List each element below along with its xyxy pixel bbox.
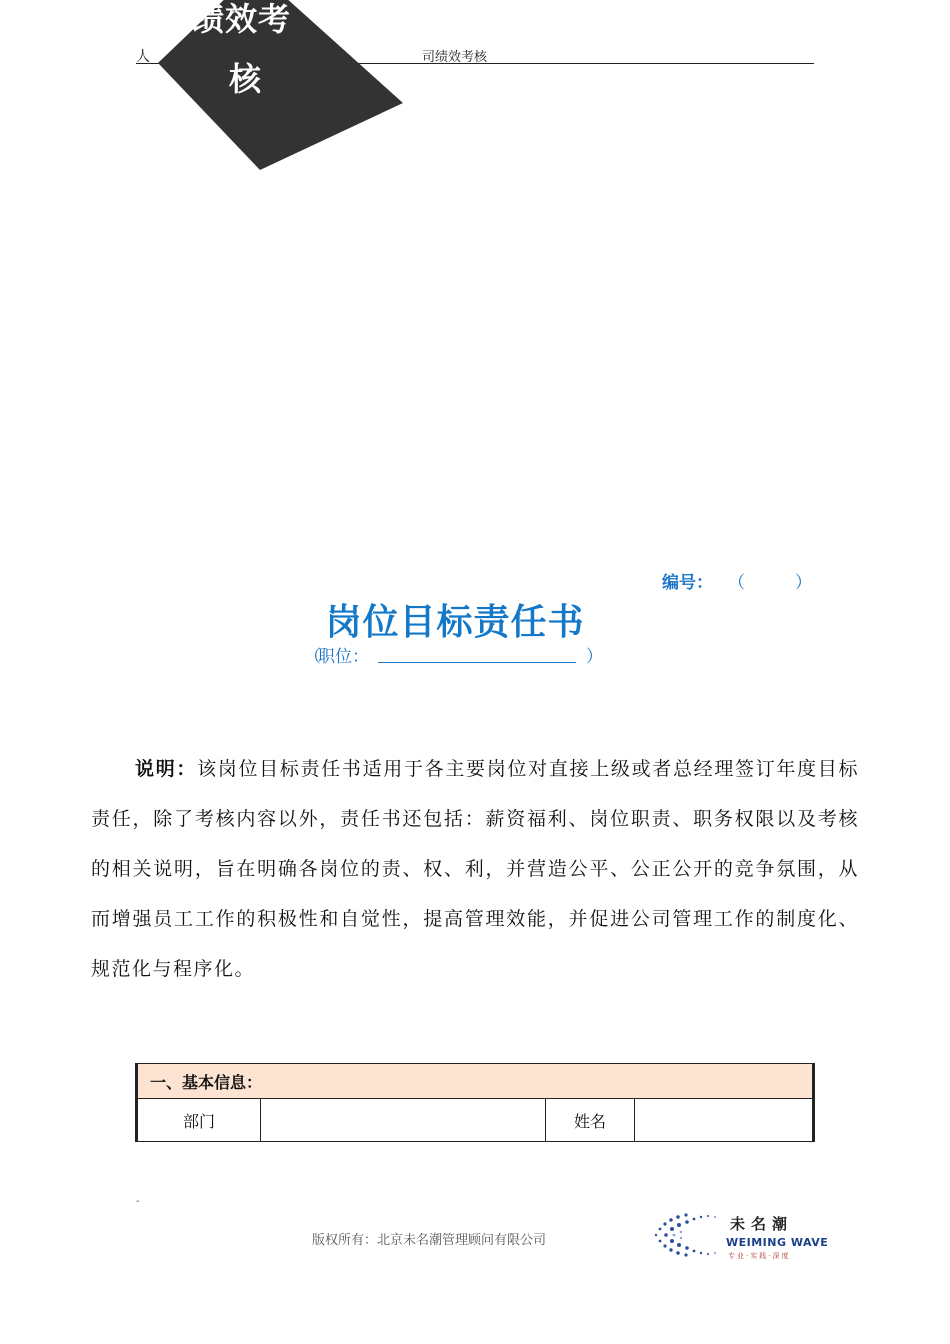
document-number-open-paren: （ [728,573,745,593]
position-open-paren: （ [304,647,321,667]
header-text-right: 司绩效考核 [422,50,488,65]
explanation-label: 说明： [135,758,198,780]
name-value-cell[interactable] [635,1099,814,1142]
badge-title-line2: 核 [229,60,263,98]
name-label: 姓名 [546,1099,635,1142]
footer-copyright: 版权所有：北京未名潮管理顾问有限公司 [312,1233,547,1248]
department-label: 部门 [137,1099,261,1142]
position-close-paren: ） [586,647,603,667]
section-title: 一、基本信息： [137,1064,814,1099]
logo-wave-graphic [648,1205,728,1265]
logo-chinese-name: 未名潮 [730,1215,794,1233]
table-row [137,1099,814,1142]
document-number-label: 编号： [662,573,713,593]
badge-title-line1: 绩效考 [192,0,292,38]
header-badge [0,0,420,190]
logo-english-name: WEIMING WAVE [726,1236,829,1249]
header-text-left: 人 [136,49,150,65]
department-value-cell[interactable] [261,1099,546,1142]
explanation-paragraph [91,744,859,994]
basic-info-table [135,1063,815,1142]
table-header-row [137,1064,814,1099]
document-number-close-paren: ） [795,573,812,593]
footer-dash: - [136,1196,140,1207]
position-label: 职位： [318,647,369,667]
document-title: 岗位目标责任书 [325,602,585,643]
position-fill-line[interactable] [378,662,576,663]
logo-slogan: 专业·实践·深度 [728,1252,791,1260]
explanation-body: 该岗位目标责任书适用于各主要岗位对直接上级或者总经理签订年度目标责任，除了考核内容以外，责任书还包括：薪资福利、岗位职责、职务权限以及考核的相关说明，旨在明确各岗位的责、权、利，并营造公平、公正公开的竞争氛围，从而增强员工工作的积极性和自觉性，提高管理效能，并促进公司管理工作的制度化、规范化与程序化。 [91,758,859,980]
